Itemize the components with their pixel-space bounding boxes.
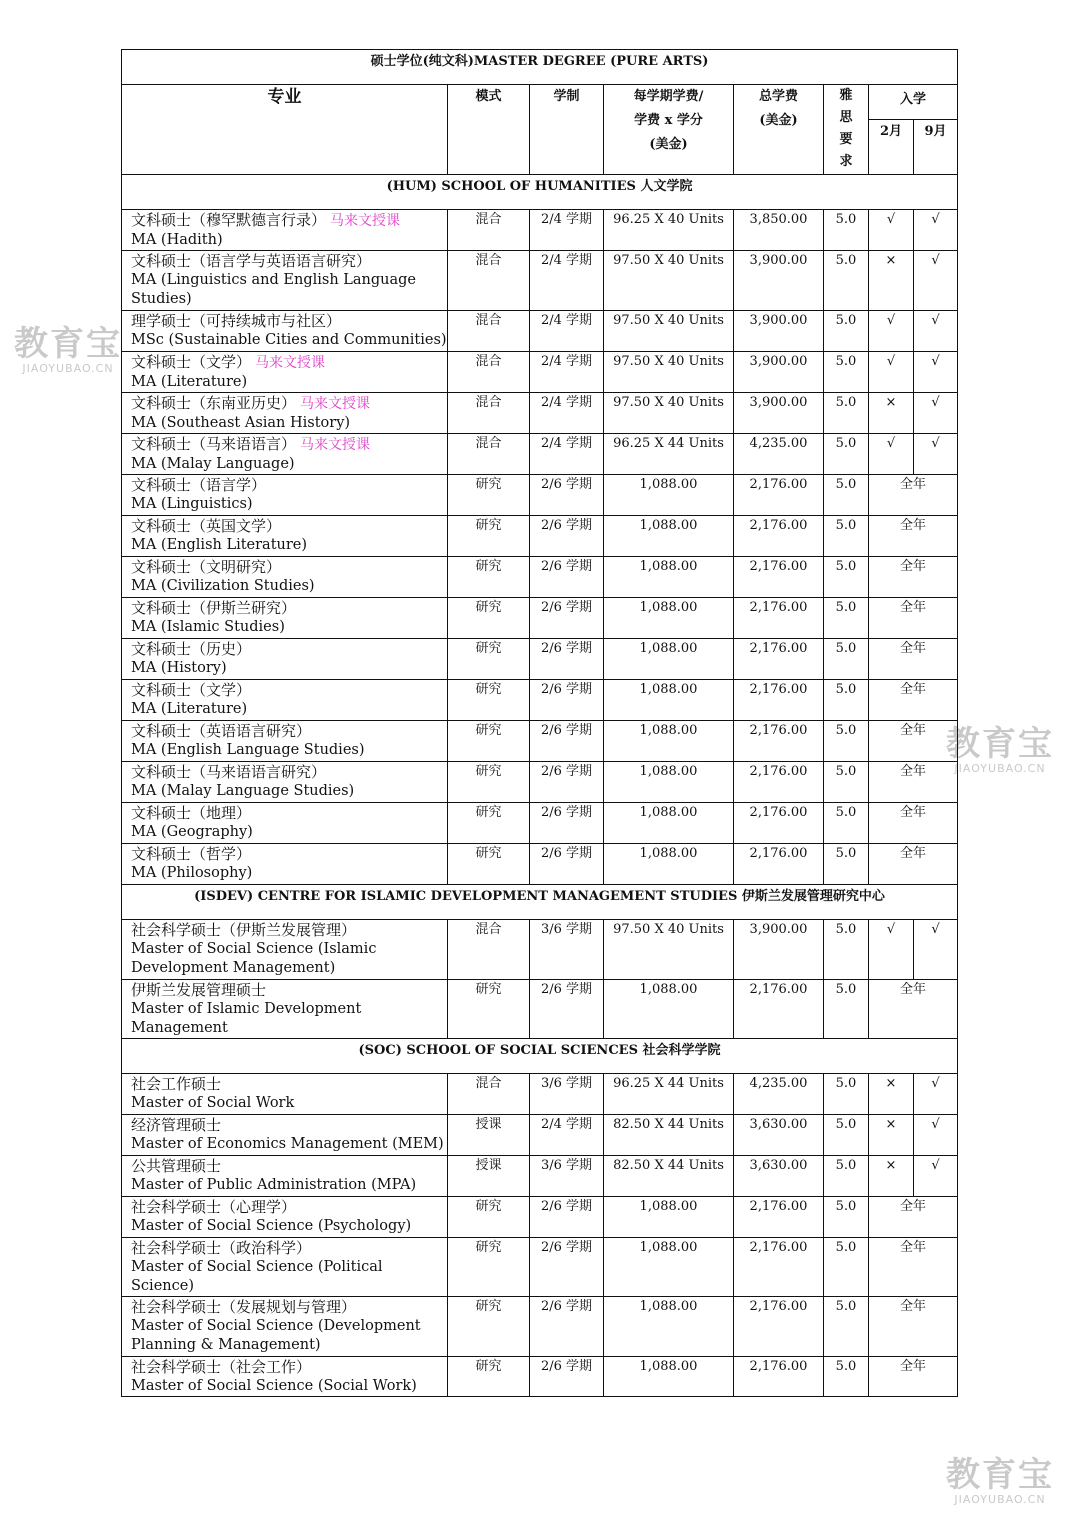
duration-cell: 3/6 学期 [530,1074,604,1115]
table-row [122,598,958,639]
ielts-cell: 5.0 [824,251,869,311]
mode-cell: 研究 [448,1197,530,1238]
mode-cell: 研究 [448,1238,530,1297]
program-name-en: Master of Economics Management (MEM) [131,1136,444,1152]
table-row [122,475,958,516]
duration-cell: 2/6 学期 [530,1238,604,1297]
ielts-cell: 5.0 [824,639,869,680]
program-name-cn: 文科硕士（哲学） [131,845,252,863]
program-name-cn: 社会科学硕士（发展规划与管理） [131,1298,357,1316]
col-header-mode: 模式 [448,85,530,175]
ielts-cell: 5.0 [824,1115,869,1156]
duration-cell: 2/6 学期 [530,844,604,885]
ielts-cell: 5.0 [824,920,869,980]
mode-cell: 研究 [448,980,530,1039]
table-row [122,516,958,557]
table-row [122,251,958,311]
program-name-en: MA (Islamic Studies) [131,619,285,635]
program-cell [122,762,448,803]
program-cell [122,311,448,352]
intake-feb-mark: × [869,251,914,311]
fee-cell: 1,088.00 [604,680,734,721]
total-fee-cell: 3,900.00 [734,311,824,352]
fee-cell: 1,088.00 [604,1197,734,1238]
program-name-en: MA (Malay Language) [131,456,295,472]
program-cell [122,598,448,639]
program-name-en: Master of Social Work [131,1095,295,1111]
program-name-en: MA (Malay Language Studies) [131,783,355,799]
ielts-cell: 5.0 [824,980,869,1039]
program-name-en: MA (Linguistics and English Language [131,272,417,288]
intake-sep-mark: √ [914,251,958,311]
program-cell [122,393,448,434]
section-title: (SOC) SCHOOL OF SOCIAL SCIENCES 社会科学学院 [122,1039,958,1074]
ielts-cell: 5.0 [824,1074,869,1115]
program-name-en: MA (English Literature) [131,537,308,553]
intake-feb-mark: × [869,1156,914,1197]
program-name-cn: 文科硕士（语言学与英语语言研究） [131,252,372,270]
duration-cell: 2/6 学期 [530,475,604,516]
program-name-en: MA (History) [131,660,227,676]
ielts-cell: 5.0 [824,1156,869,1197]
intake-all-year: 全年 [869,803,958,844]
table-row [122,920,958,980]
intake-sep-mark: √ [914,352,958,393]
fee-cell: 97.50 X 40 Units [604,311,734,352]
program-cell [122,844,448,885]
intake-all-year: 全年 [869,516,958,557]
duration-cell: 2/6 学期 [530,721,604,762]
table-row [122,1156,958,1197]
fee-cell: 1,088.00 [604,762,734,803]
program-cell [122,251,448,311]
duration-cell: 3/6 学期 [530,1156,604,1197]
intake-sep-mark: √ [914,1115,958,1156]
program-name-cn: 伊斯兰发展管理硕士 [131,981,267,999]
ielts-cell: 5.0 [824,762,869,803]
total-fee-cell: 2,176.00 [734,980,824,1039]
intake-all-year: 全年 [869,598,958,639]
col-header-fee-per-semester: 每学期学费/ 学费 x 学分 (美金) [604,85,734,175]
watermark-cn: 教育宝 [14,324,122,364]
total-fee-cell: 2,176.00 [734,762,824,803]
mode-cell: 研究 [448,475,530,516]
program-name-cn: 文科硕士（东南亚历史） 马来文授课 [131,394,371,412]
program-cell [122,210,448,251]
table-row [122,1238,958,1297]
mode-cell: 混合 [448,393,530,434]
mode-cell: 混合 [448,434,530,475]
program-cell [122,980,448,1039]
col-header-ielts: 雅 思 要 求 [824,85,869,175]
program-cell [122,639,448,680]
col-header-total-fee: 总学费 (美金) [734,85,824,175]
mode-cell: 研究 [448,598,530,639]
duration-cell: 2/4 学期 [530,251,604,311]
intake-feb-mark: × [869,393,914,434]
mode-cell: 混合 [448,251,530,311]
intake-feb-mark: √ [869,210,914,251]
program-name-en: MA (Literature) [131,701,248,717]
total-fee-cell: 2,176.00 [734,844,824,885]
total-fee-cell: 3,900.00 [734,251,824,311]
fee-cell: 96.25 X 44 Units [604,1074,734,1115]
mode-cell: 研究 [448,803,530,844]
ielts-cell: 5.0 [824,475,869,516]
fee-cell: 1,088.00 [604,557,734,598]
fee-cell: 97.50 X 40 Units [604,251,734,311]
intake-feb-mark: √ [869,920,914,980]
intake-sep-mark: √ [914,393,958,434]
fee-cell: 1,088.00 [604,639,734,680]
mode-cell: 研究 [448,762,530,803]
fee-cell: 1,088.00 [604,1357,734,1397]
fee-cell: 96.25 X 40 Units [604,210,734,251]
program-name-cn: 文科硕士（历史） [131,640,252,658]
program-name-en: Master of Social Science (Social Work) [131,1378,417,1394]
col-header-major: 专业 [122,85,448,175]
program-name-en: MA (Geography) [131,824,253,840]
program-name-en: Master of Social Science (Development [131,1318,421,1334]
table-row [122,1297,958,1357]
program-name-cn: 文科硕士（文学） [131,681,252,699]
intake-all-year: 全年 [869,475,958,516]
ielts-cell: 5.0 [824,844,869,885]
program-name-cn: 社会科学硕士（心理学） [131,1198,297,1216]
section-title: (HUM) SCHOOL OF HUMANITIES 人文学院 [122,175,958,210]
mode-cell: 研究 [448,516,530,557]
fee-cell: 1,088.00 [604,980,734,1039]
intake-all-year: 全年 [869,1297,958,1357]
table-row [122,680,958,721]
watermark [946,724,1054,775]
mode-cell: 研究 [448,639,530,680]
duration-cell: 2/4 学期 [530,210,604,251]
duration-cell: 2/6 学期 [530,803,604,844]
fee-cell: 1,088.00 [604,844,734,885]
fee-cell: 1,088.00 [604,1238,734,1297]
ielts-cell: 5.0 [824,311,869,352]
duration-cell: 2/6 学期 [530,762,604,803]
ielts-cell: 5.0 [824,803,869,844]
intake-all-year: 全年 [869,980,958,1039]
program-cell [122,1238,448,1297]
program-cell [122,1357,448,1397]
intake-all-year: 全年 [869,680,958,721]
total-fee-cell: 2,176.00 [734,1297,824,1357]
table-row [122,1115,958,1156]
program-name-en: MA (Hadith) [131,232,223,248]
ielts-cell: 5.0 [824,721,869,762]
intake-sep-mark: √ [914,1074,958,1115]
fee-cell: 82.50 X 44 Units [604,1115,734,1156]
table-row [122,434,958,475]
program-name-cn: 文科硕士（伊斯兰研究） [131,599,297,617]
program-cell [122,1197,448,1238]
watermark-en: JIAOYUBAO.CN [22,362,114,375]
total-fee-cell: 2,176.00 [734,721,824,762]
fee-cell: 1,088.00 [604,516,734,557]
table-row [122,980,958,1039]
program-name-cn: 文科硕士（文明研究） [131,558,282,576]
program-name-en: Studies) [131,291,192,307]
duration-cell: 2/6 学期 [530,1197,604,1238]
program-name-en: MA (English Language Studies) [131,742,365,758]
intake-sep-mark: √ [914,434,958,475]
intake-all-year: 全年 [869,1357,958,1397]
total-fee-cell: 4,235.00 [734,434,824,475]
intake-all-year: 全年 [869,762,958,803]
program-name-cn: 文科硕士（马来语语言研究） [131,763,327,781]
table-row [122,210,958,251]
intake-sep-mark: √ [914,920,958,980]
program-cell [122,475,448,516]
table-row [122,557,958,598]
col-header-intake: 入学 [869,85,958,120]
total-fee-cell: 2,176.00 [734,598,824,639]
fee-cell: 96.25 X 44 Units [604,434,734,475]
mode-cell: 混合 [448,1074,530,1115]
ielts-cell: 5.0 [824,516,869,557]
duration-cell: 2/4 学期 [530,311,604,352]
program-cell [122,1297,448,1357]
total-fee-cell: 3,850.00 [734,210,824,251]
intake-all-year: 全年 [869,639,958,680]
ielts-cell: 5.0 [824,210,869,251]
total-fee-cell: 2,176.00 [734,803,824,844]
program-name-cn: 经济管理硕士 [131,1116,222,1134]
program-name-cn: 公共管理硕士 [131,1157,222,1175]
ielts-cell: 5.0 [824,393,869,434]
intake-sep-mark: √ [914,311,958,352]
fee-cell: 97.50 X 40 Units [604,920,734,980]
total-fee-cell: 2,176.00 [734,475,824,516]
section-header-row [122,885,958,920]
mode-cell: 研究 [448,844,530,885]
mode-cell: 研究 [448,1297,530,1357]
col-header-sep: 9月 [914,120,958,175]
ielts-cell: 5.0 [824,1297,869,1357]
duration-cell: 2/6 学期 [530,1357,604,1397]
program-name-en: Master of Social Science (Political Science) [131,1259,383,1294]
total-fee-cell: 3,630.00 [734,1115,824,1156]
mode-cell: 研究 [448,680,530,721]
total-fee-cell: 3,900.00 [734,352,824,393]
duration-cell: 2/4 学期 [530,352,604,393]
program-cell [122,557,448,598]
program-name-en: MA (Literature) [131,374,248,390]
table-row [122,762,958,803]
duration-cell: 2/6 学期 [530,1297,604,1357]
program-name-en: Master of Islamic Development Management [131,1001,362,1036]
program-cell [122,1115,448,1156]
program-name-cn: 理学硕士（可持续城市与社区） [131,312,342,330]
mode-cell: 混合 [448,920,530,980]
malay-taught-note: 马来文授课 [255,355,326,371]
program-name-cn: 社会科学硕士（政治科学） [131,1239,312,1257]
intake-all-year: 全年 [869,721,958,762]
intake-feb-mark: √ [869,311,914,352]
ielts-cell: 5.0 [824,557,869,598]
program-name-en: MA (Southeast Asian History) [131,415,351,431]
program-cell [122,920,448,980]
intake-sep-mark: √ [914,210,958,251]
program-name-en: Master of Social Science (Psychology) [131,1218,412,1234]
fee-cell: 1,088.00 [604,803,734,844]
program-name-cn: 文科硕士（地理） [131,804,252,822]
program-cell [122,1156,448,1197]
total-fee-cell: 3,630.00 [734,1156,824,1197]
table-title: 硕士学位(纯文科)MASTER DEGREE (PURE ARTS) [122,50,958,85]
fee-cell: 97.50 X 40 Units [604,393,734,434]
program-cell [122,803,448,844]
fee-cell: 1,088.00 [604,1297,734,1357]
table-row [122,639,958,680]
total-fee-cell: 2,176.00 [734,680,824,721]
intake-feb-mark: × [869,1115,914,1156]
intake-all-year: 全年 [869,1238,958,1297]
program-name-en: MSc (Sustainable Cities and Communities) [131,332,447,348]
watermark [14,324,122,375]
watermark-en: JIAOYUBAO.CN [954,762,1046,775]
program-name-en: MA (Linguistics) [131,496,253,512]
col-header-feb: 2月 [869,120,914,175]
program-name-en: Master of Social Science (Islamic [131,941,377,957]
total-fee-cell: 2,176.00 [734,557,824,598]
duration-cell: 2/6 学期 [530,557,604,598]
fee-cell: 82.50 X 44 Units [604,1156,734,1197]
fee-cell: 1,088.00 [604,475,734,516]
fee-cell: 1,088.00 [604,598,734,639]
total-fee-cell: 3,900.00 [734,393,824,434]
mode-cell: 混合 [448,352,530,393]
table-row [122,352,958,393]
program-cell [122,352,448,393]
table-row [122,844,958,885]
section-header-row [122,175,958,210]
total-fee-cell: 3,900.00 [734,920,824,980]
program-name-en: Development Management) [131,960,336,976]
table-row [122,1074,958,1115]
table-row [122,393,958,434]
intake-sep-mark: √ [914,1156,958,1197]
duration-cell: 2/6 学期 [530,516,604,557]
malay-taught-note: 马来文授课 [300,437,371,453]
ielts-cell: 5.0 [824,1238,869,1297]
ielts-cell: 5.0 [824,352,869,393]
duration-cell: 2/6 学期 [530,598,604,639]
intake-all-year: 全年 [869,557,958,598]
malay-taught-note: 马来文授课 [300,396,371,412]
program-name-cn: 社会科学硕士（伊斯兰发展管理） [131,921,357,939]
mode-cell: 研究 [448,721,530,762]
mode-cell: 混合 [448,311,530,352]
program-cell [122,721,448,762]
mode-cell: 授课 [448,1156,530,1197]
program-cell [122,680,448,721]
program-name-en: MA (Civilization Studies) [131,578,315,594]
duration-cell: 2/4 学期 [530,1115,604,1156]
program-name-cn: 文科硕士（语言学） [131,476,267,494]
watermark [946,1455,1054,1506]
total-fee-cell: 4,235.00 [734,1074,824,1115]
table-row [122,1197,958,1238]
program-cell [122,1074,448,1115]
duration-cell: 3/6 学期 [530,920,604,980]
duration-cell: 2/6 学期 [530,680,604,721]
watermark-cn: 教育宝 [946,724,1054,764]
intake-feb-mark: √ [869,352,914,393]
col-header-duration: 学制 [530,85,604,175]
total-fee-cell: 2,176.00 [734,1238,824,1297]
ielts-cell: 5.0 [824,598,869,639]
fee-table [121,49,958,1397]
section-title: (ISDEV) CENTRE FOR ISLAMIC DEVELOPMENT MANAGEMENT STUDIES 伊斯兰发展管理研究中心 [122,885,958,920]
ielts-cell: 5.0 [824,434,869,475]
table-row [122,721,958,762]
section-header-row [122,1039,958,1074]
watermark-cn: 教育宝 [946,1455,1054,1495]
watermark-en: JIAOYUBAO.CN [954,1493,1046,1506]
ielts-cell: 5.0 [824,1357,869,1397]
program-name-cn: 文科硕士（穆罕默德言行录） 马来文授课 [131,211,401,229]
duration-cell: 2/6 学期 [530,980,604,1039]
program-cell [122,516,448,557]
program-name-cn: 社会工作硕士 [131,1075,222,1093]
mode-cell: 研究 [448,1357,530,1397]
total-fee-cell: 2,176.00 [734,1357,824,1397]
program-name-en: Planning & Management) [131,1337,321,1353]
mode-cell: 授课 [448,1115,530,1156]
ielts-cell: 5.0 [824,680,869,721]
program-name-cn: 文科硕士（马来语语言） 马来文授课 [131,435,371,453]
intake-all-year: 全年 [869,844,958,885]
fee-cell: 97.50 X 40 Units [604,352,734,393]
program-name-cn: 文科硕士（文学） 马来文授课 [131,353,326,371]
program-name-en: MA (Philosophy) [131,865,253,881]
duration-cell: 2/6 学期 [530,639,604,680]
intake-feb-mark: √ [869,434,914,475]
duration-cell: 2/4 学期 [530,434,604,475]
program-name-cn: 社会科学硕士（社会工作） [131,1358,312,1376]
total-fee-cell: 2,176.00 [734,516,824,557]
table-row [122,1357,958,1397]
fee-cell: 1,088.00 [604,721,734,762]
mode-cell: 混合 [448,210,530,251]
intake-feb-mark: × [869,1074,914,1115]
program-name-cn: 文科硕士（英语语言研究） [131,722,312,740]
mode-cell: 研究 [448,557,530,598]
intake-all-year: 全年 [869,1197,958,1238]
program-name-en: Master of Public Administration (MPA) [131,1177,417,1193]
total-fee-cell: 2,176.00 [734,1197,824,1238]
table-row [122,803,958,844]
duration-cell: 2/4 学期 [530,393,604,434]
program-cell [122,434,448,475]
table-row [122,311,958,352]
total-fee-cell: 2,176.00 [734,639,824,680]
program-name-cn: 文科硕士（英国文学） [131,517,282,535]
malay-taught-note: 马来文授课 [330,213,401,229]
ielts-cell: 5.0 [824,1197,869,1238]
